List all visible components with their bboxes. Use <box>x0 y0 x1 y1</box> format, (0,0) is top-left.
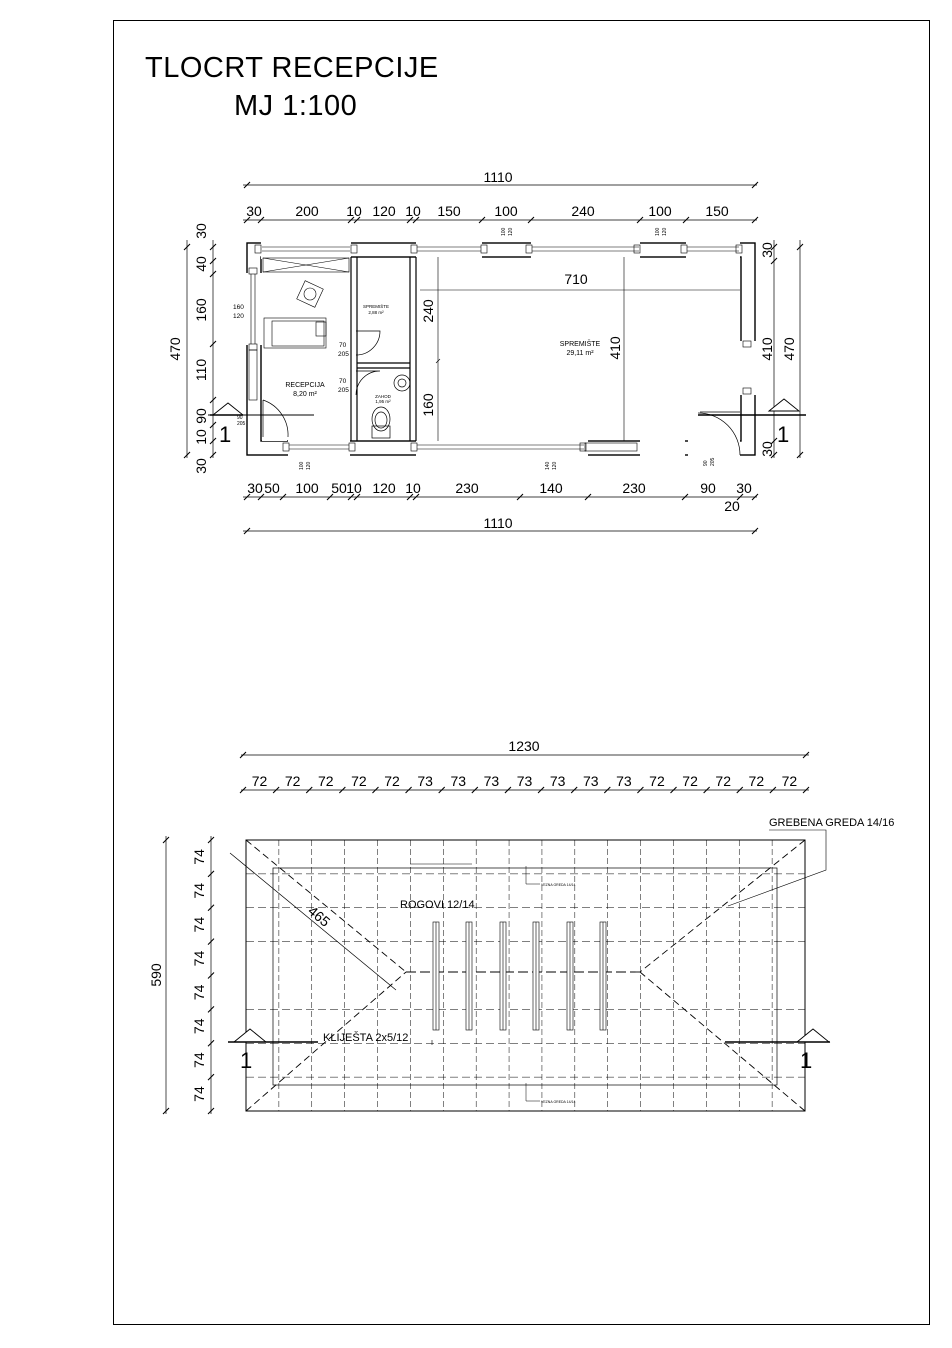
bottom-chain-1: 50 <box>264 480 280 496</box>
roof-left-overall: 590 <box>148 963 164 987</box>
left-chain-4: 90 <box>193 408 209 424</box>
window-left-h: 120 <box>233 313 244 320</box>
bottom-chain-5: 120 <box>372 480 396 496</box>
window-top1-w: 100 <box>501 227 507 236</box>
top-chain-0: 30 <box>246 203 262 219</box>
reception-furniture <box>263 258 349 348</box>
roof-chain-8: 73 <box>516 773 533 789</box>
roof-chain-6: 73 <box>450 773 467 789</box>
wall-openings <box>245 241 757 457</box>
wc-fixtures <box>372 375 410 438</box>
bottom-chain-3: 50 <box>331 480 347 496</box>
collar-ties-label: KLIJEŠTA 2x5/12 <box>323 1032 409 1044</box>
overall-width-bottom: 1110 <box>483 515 513 531</box>
roof-wall-outline <box>273 868 777 1085</box>
door-main-h: 205 <box>710 457 716 466</box>
section-label-plan-left: 1 <box>219 422 232 447</box>
left-chain-0: 30 <box>193 223 209 239</box>
top-chain-3: 120 <box>372 203 396 219</box>
room-storage-large-area: 29,11 m² <box>566 350 594 357</box>
window-top1-h: 120 <box>508 227 514 236</box>
roof-chain-1: 72 <box>284 773 301 789</box>
roof-dimension-ticks <box>163 752 809 1114</box>
roof-chain-13: 72 <box>682 773 698 789</box>
roof-chain-10: 73 <box>582 773 599 789</box>
bottom-chain-11: 30 <box>736 480 752 496</box>
roof-collar-ties <box>433 922 606 1030</box>
roof-overall-width: 1230 <box>508 738 540 754</box>
bottom-chain-4: 10 <box>346 480 362 496</box>
roof-chain-4: 72 <box>384 773 400 789</box>
left-chain-1: 40 <box>193 256 209 272</box>
ridge-beam-label: GREBENA GREDA 14/16 <box>769 817 895 829</box>
top-chain-9: 150 <box>705 203 729 219</box>
floor-plan <box>167 169 806 534</box>
roof-chain-3: 72 <box>351 773 367 789</box>
rafters-label: ROGOVI 12/14 <box>400 899 475 911</box>
bottom-extra: 20 <box>724 498 740 514</box>
room-storage-small-area: 2,88 m² <box>368 310 384 315</box>
left-chain-5: 10 <box>193 429 209 445</box>
door-storage-w: 70 <box>339 342 347 349</box>
top-chain-8: 100 <box>648 203 672 219</box>
roof-left-chain-3: 74 <box>191 950 207 967</box>
roof-left-chain-6: 74 <box>191 1052 207 1068</box>
window-top2-h: 120 <box>662 227 668 236</box>
left-overall: 470 <box>167 337 183 361</box>
roof-left-chain-0: 74 <box>191 849 207 865</box>
bottom-chain-6: 10 <box>405 480 421 496</box>
bottom-chain-0: 30 <box>247 480 263 496</box>
roof-chain-16: 72 <box>781 773 798 789</box>
room-storage-small-name: SPREMIŠTE <box>362 304 390 309</box>
bottom-chain-7: 230 <box>455 480 479 496</box>
roof-chain-7: 73 <box>483 773 500 789</box>
left-chain-2: 160 <box>193 298 209 322</box>
roof-hips <box>246 840 805 1111</box>
leader-lines <box>432 830 826 1045</box>
door-main-w: 90 <box>703 460 709 466</box>
inner-left-upper: 240 <box>420 299 436 323</box>
roof-chain-5: 73 <box>417 773 433 789</box>
roof-dimension-lines <box>166 755 809 1114</box>
room-wc-area: 1,95 m² <box>375 399 391 404</box>
roof-chain-15: 72 <box>748 773 765 789</box>
left-chain-3: 110 <box>193 358 209 382</box>
right-chain-1: 410 <box>759 337 775 361</box>
section-markers-roof <box>228 1029 830 1042</box>
top-chain-2: 10 <box>346 203 362 219</box>
roof-hip-dimension <box>230 853 396 990</box>
top-chain-7: 240 <box>571 203 595 219</box>
roof-hip-length: 465 <box>305 902 334 930</box>
room-reception-area: 8,20 m² <box>293 391 317 398</box>
roof-left-chain-1: 74 <box>191 883 207 899</box>
tie-beam-note-bottom: VEZNA GREDA 14/14 <box>541 1100 576 1104</box>
bottom-chain-9: 230 <box>622 480 646 496</box>
left-chain-6: 30 <box>193 458 209 474</box>
right-overall: 470 <box>781 337 797 361</box>
roof-left-chain-7: 74 <box>191 1086 207 1102</box>
roof-chain-11: 73 <box>616 773 632 789</box>
drawing-scale: MJ 1:100 <box>234 90 358 122</box>
top-chain-5: 150 <box>437 203 461 219</box>
right-chain-2: 30 <box>759 441 775 457</box>
roof-left-chain-5: 74 <box>191 1018 207 1035</box>
section-markers-plan <box>208 399 806 415</box>
door-storage-h: 205 <box>338 351 349 358</box>
right-chain-0: 30 <box>759 242 775 258</box>
inner-height: 410 <box>607 336 623 360</box>
inner-left-lower: 160 <box>420 393 436 417</box>
partitions <box>351 257 416 441</box>
room-storage-large-name: SPREMIŠTE <box>559 341 601 348</box>
bottom-chain-2: 100 <box>295 480 319 496</box>
window-left-w: 160 <box>233 304 244 311</box>
top-chain-4: 10 <box>405 203 421 219</box>
doors <box>263 331 740 455</box>
roof-chain-14: 72 <box>715 773 731 789</box>
window-bottom1-w: 100 <box>299 461 305 470</box>
window-bottom2-h: 120 <box>552 461 558 470</box>
top-chain-6: 100 <box>494 203 518 219</box>
section-label-roof-right: 1 <box>800 1048 813 1073</box>
section-label-roof-left: 1 <box>240 1048 253 1073</box>
door-entry-h: 205 <box>237 421 246 427</box>
roof-rafters <box>279 840 772 1111</box>
roof-chain-0: 72 <box>251 773 268 789</box>
roof-chain-2: 72 <box>318 773 334 789</box>
room-reception-name: RECEPCIJA <box>285 382 325 389</box>
window-bottom2-w: 140 <box>545 461 551 470</box>
roof-chain-12: 72 <box>649 773 665 789</box>
roof-purlins <box>246 874 805 1077</box>
bottom-chain-8: 140 <box>539 480 563 496</box>
outer-walls <box>247 243 755 455</box>
tie-beam-note-top: VEZNA GREDA 14/14 <box>541 883 576 887</box>
top-chain-1: 200 <box>295 203 319 219</box>
roof-chain-9: 73 <box>549 773 566 789</box>
room-wc-name: ZAHOD <box>375 394 391 399</box>
window-top2-w: 100 <box>655 227 661 236</box>
roof-left-chain-4: 74 <box>191 984 207 1001</box>
bottom-chain-10: 90 <box>700 480 716 496</box>
door-entry-w: 90 <box>237 415 243 421</box>
window-bottom1-h: 120 <box>306 461 312 470</box>
door-wc-h: 205 <box>338 387 349 394</box>
roof-outline <box>246 840 805 1111</box>
inner-width: 710 <box>564 271 588 287</box>
section-label-plan-right: 1 <box>777 422 790 447</box>
door-wc-w: 70 <box>339 378 347 385</box>
roof-plan <box>148 738 894 1114</box>
roof-left-chain-2: 74 <box>191 916 207 933</box>
drawing-title: TLOCRT RECEPCIJE <box>145 52 439 84</box>
overall-width-top: 1110 <box>483 169 513 185</box>
